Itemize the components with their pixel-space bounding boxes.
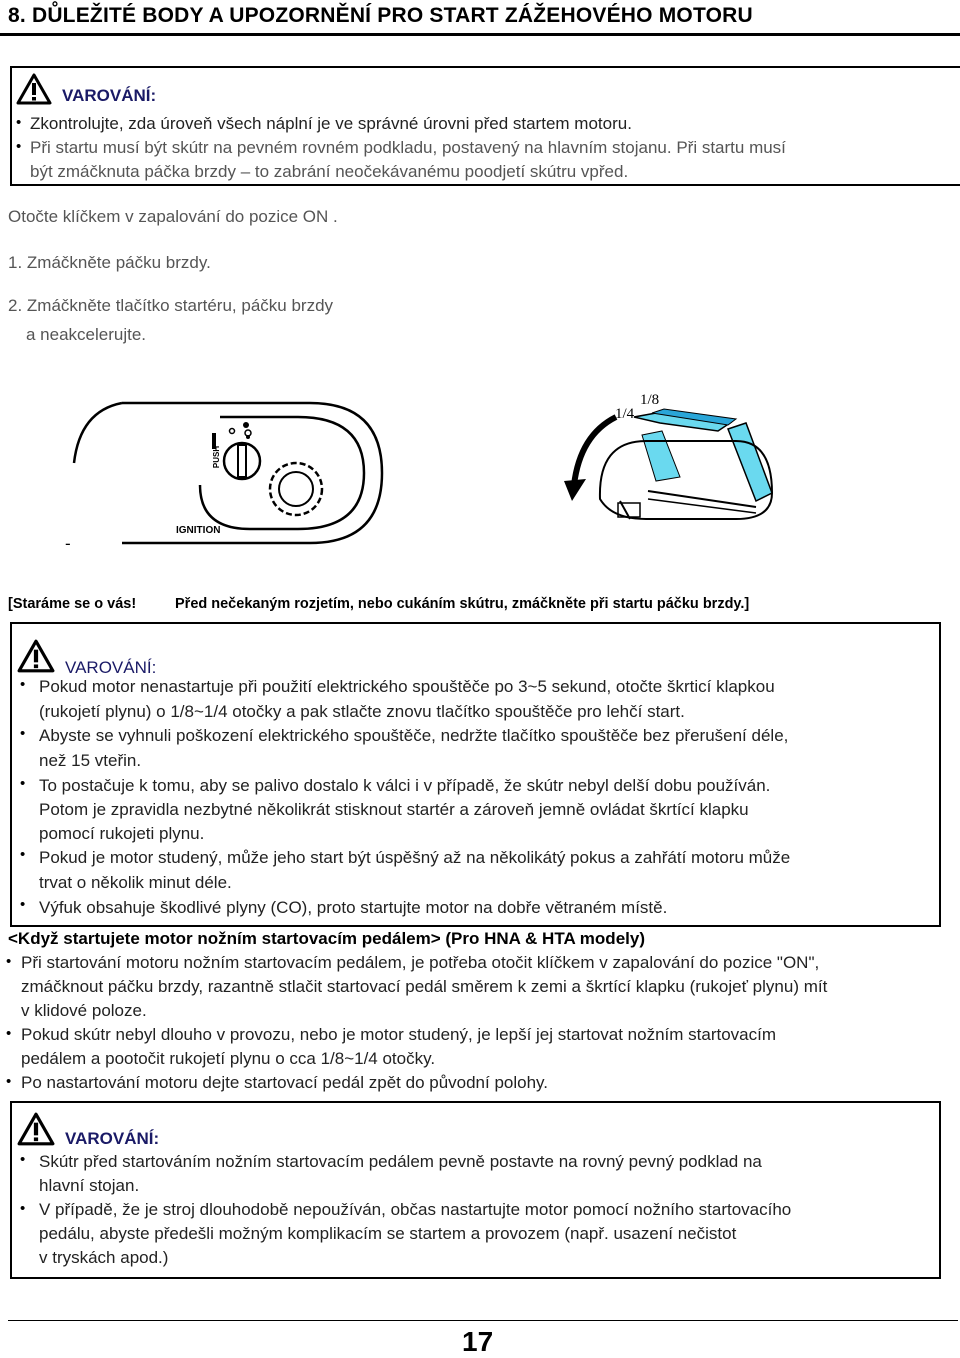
warning-text: než 15 vteřin. — [39, 751, 142, 770]
warning-text: (rukojetí plynu) o 1/8~1/4 otočky a pak stlačte znovu tlačítko spouštěče pro lehčí start. — [39, 702, 685, 721]
warning-text: Výfuk obsahuje škodlivé plyny (CO), proto startujte motor na dobře větraném místě. — [39, 898, 668, 917]
page-header — [0, 0, 960, 36]
bullet: • — [20, 1200, 26, 1217]
warning-text: V případě, že je stroj dlouhodobě nepoužíván, občas nastartujte motor pomocí nožního startovacího — [39, 1200, 792, 1219]
care-note-text: Před nečekaným rozjetím, nebo cukáním skútru, zmáčkněte při startu páčku brzdy.] — [175, 596, 750, 612]
push-label: PUSH — [212, 445, 222, 469]
warning-header-3 — [17, 1109, 159, 1149]
warning-label: VAROVÁNÍ: — [65, 1129, 160, 1148]
warning-text: Pokud motor nenastartuje při použití elektrického spouštěče po 3~5 sekund, otočte škrticí klapkou — [39, 677, 775, 696]
bullet: • — [6, 1073, 12, 1090]
bullet: • — [6, 953, 12, 970]
throttle-grip-illustration — [560, 395, 790, 535]
kick-start-heading: <Když startujete motor nožním startovacím pedálem> (Pro HNA & HTA modely) — [8, 929, 645, 948]
bullet: • — [16, 114, 22, 131]
step-1: 1. Zmáčkněte páčku brzdy. — [8, 253, 211, 272]
figure-dash: - — [65, 534, 71, 553]
step-2: 2. Zmáčkněte tlačítko startéru, páčku brzdy — [8, 296, 334, 315]
warning-text: v tryskách apod.) — [39, 1248, 169, 1267]
warning-text: To postačuje k tomu, aby se palivo dostalo k válci i v případě, že skútr nebyl delší dobu používán. — [39, 776, 771, 795]
warning-text: pomocí rukojeti plynu. — [39, 824, 205, 843]
throttle-label-1-4: 1/4 — [615, 406, 635, 422]
bullet: • — [20, 1151, 26, 1168]
bullet: • — [20, 896, 26, 913]
bullet: • — [20, 846, 26, 863]
kick-text: v klidové poloze. — [21, 1001, 147, 1020]
warning-header-1 — [16, 72, 156, 106]
page-number: 17 — [462, 1326, 494, 1357]
ignition-label: IGNITION — [176, 525, 221, 536]
throttle-label-1-8: 1/8 — [640, 392, 660, 408]
warning-text: Potom je zpravidla nezbytné několikrát stisknout startér a zároveň jemně ovládat škrtící klapku — [39, 800, 749, 819]
kick-text: Po nastartování motoru dejte startovací pedál zpět do původní polohy. — [21, 1073, 549, 1092]
warning-text: Zkontrolujte, zda úroveň všech náplní je ve správné úrovni před startem motoru. — [30, 114, 632, 133]
bullet: • — [6, 1025, 12, 1042]
care-note-bracket: [Staráme se o vás! — [8, 596, 137, 612]
warning-label: VAROVÁNÍ: — [65, 658, 157, 677]
warning-text: být zmáčknuta páčka brzdy – to zabrání neočekávanému poodjetí skútru vpřed. — [30, 162, 629, 181]
kick-text: zmáčknout páčku brzdy, razantně stlačit startovací pedál směrem k zemi a škrtící klapku (rukojeť plynu) mít — [21, 977, 828, 996]
kick-text: Pokud skútr nebyl dlouho v provozu, nebo je motor studený, je lepší jej startovat nožním startovacím — [21, 1025, 776, 1044]
warning-header-2 — [17, 634, 156, 678]
ignition-switch-illustration — [60, 395, 390, 555]
warning-text: Pokud je motor studený, může jeho start být úspěšný až na několikátý pokus a zahřátí motoru může — [39, 848, 791, 867]
warning-text: hlavní stojan. — [39, 1176, 140, 1195]
bullet: • — [20, 775, 26, 792]
footer-rule — [8, 1320, 958, 1321]
warning-label: VAROVÁNÍ: — [62, 86, 157, 105]
warning-text: pedálu, abyste předešli možným komplikacím se startem a provozem (např. usazení nečistot — [39, 1224, 737, 1243]
warning-text: Při startu musí být skútr na pevném rovném podkladu, postavený na hlavním stojanu. Při startu musí — [30, 138, 786, 157]
page-title: 8. DŮLEŽITÉ BODY A UPOZORNĚNÍ PRO START ZÁŽEHOVÉHO MOTORU — [8, 4, 753, 27]
step-intro: Otočte klíčkem v zapalování do pozice ON . — [8, 207, 338, 226]
step-2-cont: a neakcelerujte. — [26, 325, 147, 344]
bullet: • — [16, 138, 22, 155]
warning-triangle-icon — [17, 639, 55, 673]
warning-text: Abyste se vyhnuli poškození elektrického spouštěče, nedržte tlačítko spouštěče bez přerušení déle, — [39, 726, 789, 745]
bullet: • — [20, 725, 26, 742]
warning-triangle-icon — [17, 1112, 55, 1146]
warning-text: trvat o několik minut déle. — [39, 873, 232, 892]
kick-text: pedálem a pootočit rukojetí plynu o cca 1/8~1/4 otočky. — [21, 1049, 436, 1068]
kick-text: Při startování motoru nožním startovacím pedálem, je potřeba otočit klíčkem v zapalování do pozice "ON", — [21, 953, 820, 972]
warning-triangle-icon — [16, 73, 52, 105]
warning-text: Skútr před startováním nožním startovacím pedálem pevně postavte na rovný pevný podklad na — [39, 1152, 762, 1171]
bullet: • — [20, 676, 26, 693]
